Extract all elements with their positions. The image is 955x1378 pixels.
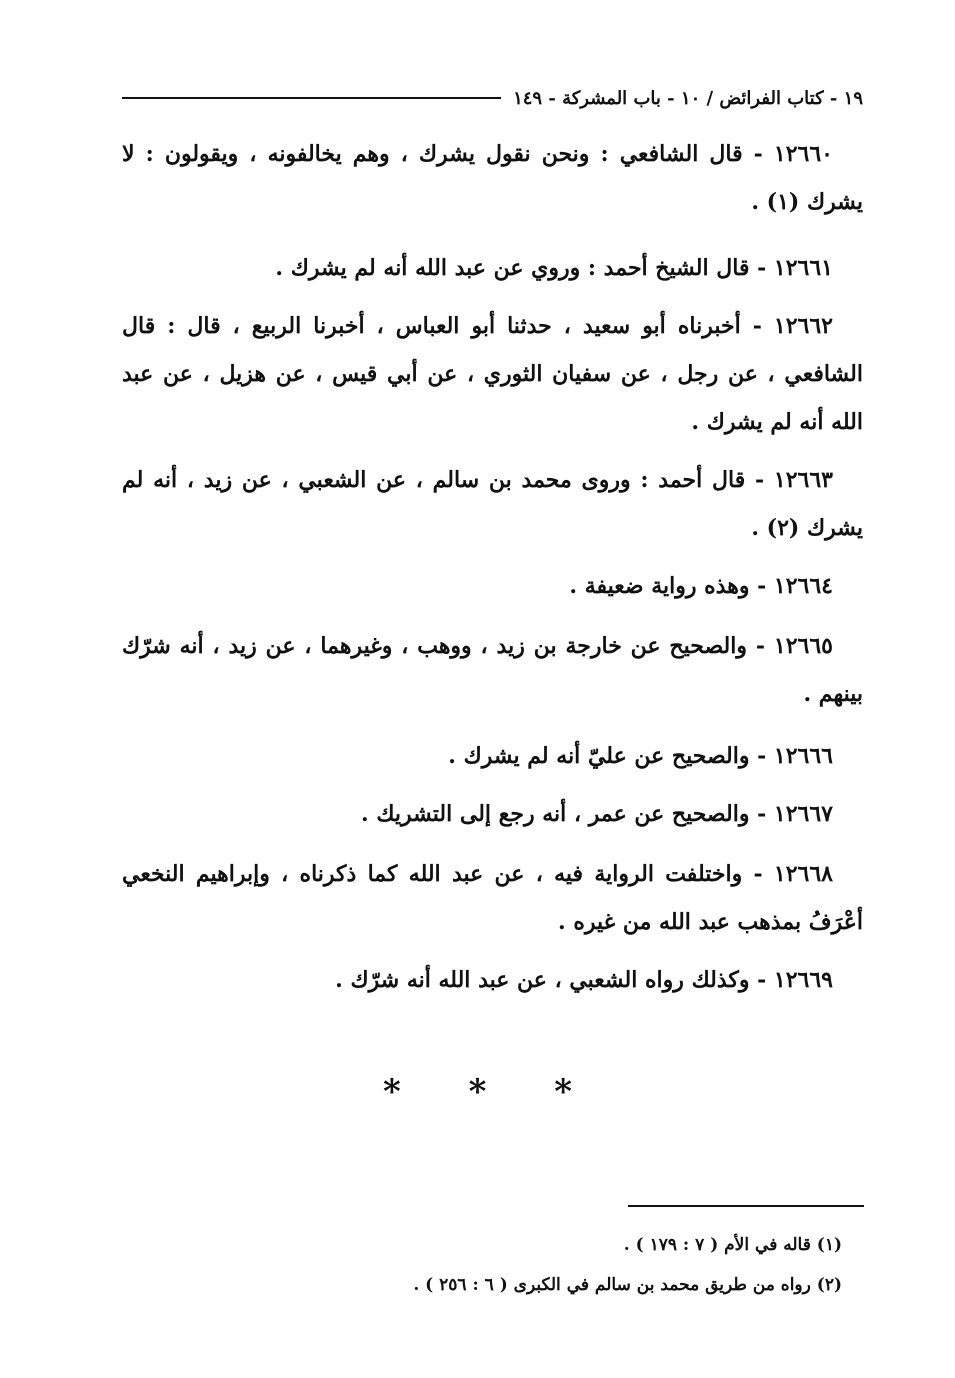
paragraph-12662: ١٢٦٦٢ - أخبرناه أبو سعيد ، حدثنا أبو العباس ، أخبرنا الربيع ، قال : قال الشافعي ، عن رجل ، عن سفيان الثوري ، عن أبي قيس ، عن هزيل ، عن عبد الله أنه لم يشرك . (122, 313, 863, 435)
section-separator (0, 1072, 955, 1112)
page-header (122, 82, 863, 114)
separator-star: * (554, 1072, 573, 1112)
running-title: ١٩ - كتاب الفرائض / ١٠ - باب المشركة - ١٤٩ (513, 87, 863, 109)
paragraph-12660: ١٢٦٦٠ - قال الشافعي : ونحن نقول يشرك ، وهم يخالفونه ، ويقولون : لا يشرك (١) . (122, 141, 863, 215)
separator-star: * (468, 1072, 487, 1112)
footnote-2: (٢) رواه من طريق محمد بن سالم في الكبرى ( ٦ : ٢٥٦ ) . (413, 1275, 842, 1295)
paragraph-12667: ١٢٦٦٧ - والصحيح عن عمر ، أنه رجع إلى التشريك . (361, 801, 833, 827)
paragraph-12661: ١٢٦٦١ - قال الشيخ أحمد : وروي عن عبد الله أنه لم يشرك . (275, 255, 833, 281)
paragraph-12664: ١٢٦٦٤ - وهذه رواية ضعيفة . (569, 573, 833, 599)
header-rule (122, 97, 501, 99)
paragraph-12669: ١٢٦٦٩ - وكذلك رواه الشعبي ، عن عبد الله أنه شرّك . (335, 967, 833, 993)
paragraph-12668: ١٢٦٦٨ - واختلفت الرواية فيه ، عن عبد الله كما ذكرناه ، وإبراهيم النخعي أعْرَفُ بمذهب عبد الله من غيره . (122, 861, 863, 935)
separator-star: * (382, 1072, 401, 1112)
paragraph-12665: ١٢٦٦٥ - والصحيح عن خارجة بن زيد ، ووهب ، وغيرهما ، عن زيد ، أنه شرّك بينهم . (122, 633, 863, 707)
paragraph-12666: ١٢٦٦٦ - والصحيح عن عليّ أنه لم يشرك . (448, 743, 833, 769)
footnote-1: (١) قاله في الأم ( ٧ : ١٧٩ ) . (623, 1235, 842, 1255)
footnote-rule (628, 1205, 864, 1207)
paragraph-12663: ١٢٦٦٣ - قال أحمد : وروى محمد بن سالم ، عن الشعبي ، عن زيد ، أنه لم يشرك (٢) . (122, 467, 863, 541)
